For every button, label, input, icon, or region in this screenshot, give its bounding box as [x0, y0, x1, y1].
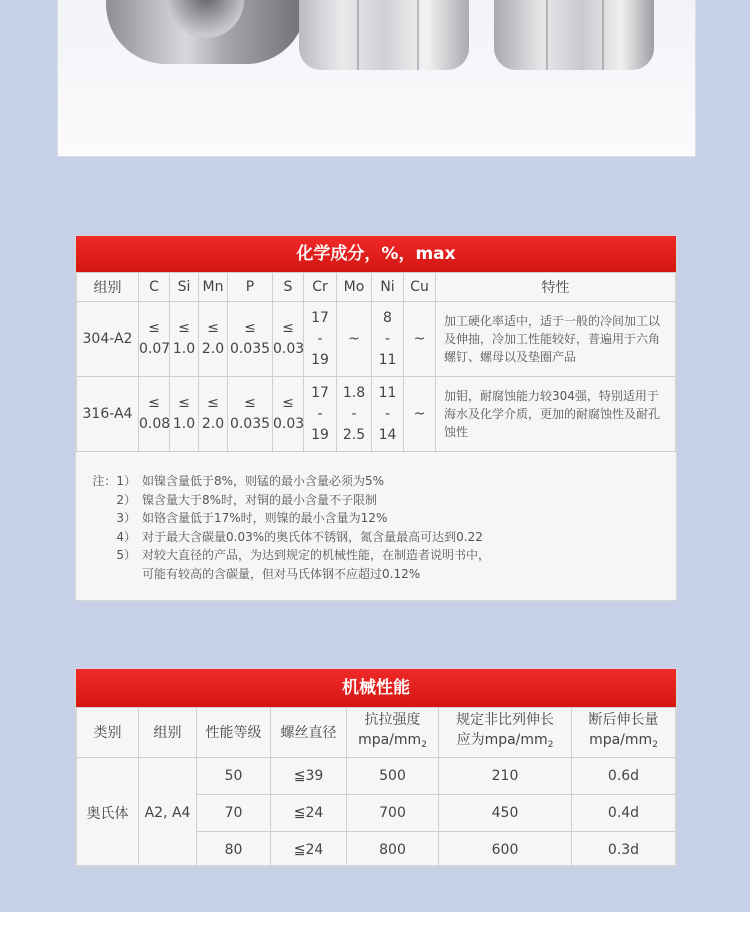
yield-cell: 600	[439, 832, 572, 869]
mechanical-properties-panel	[75, 668, 677, 866]
chemical-composition-panel	[75, 235, 677, 601]
col-header: 螺丝直径	[271, 708, 347, 758]
col-header: 抗拉强度 mpa/$mm_2$	[347, 708, 439, 758]
mn-cell: ≤ 2.0	[199, 377, 228, 452]
tensile-cell: 700	[347, 795, 439, 832]
tensile-cell: 500	[347, 758, 439, 795]
elong-cell: 0.3d	[572, 832, 676, 869]
grade-cell: 50	[197, 758, 271, 795]
si-cell: ≤ 1.0	[170, 377, 199, 452]
notes	[76, 452, 676, 583]
col-header: Mo	[337, 273, 372, 302]
thread-cell: ≦24	[271, 795, 347, 832]
col-header: 特性	[436, 273, 676, 302]
col-header: C	[139, 273, 170, 302]
footer-band	[0, 912, 750, 926]
col-header: Cr	[304, 273, 337, 302]
tensile-cell: 800	[347, 832, 439, 869]
thread-cell: ≦24	[271, 832, 347, 869]
cu-cell: ~	[404, 302, 436, 377]
mech-table	[76, 707, 676, 869]
chem-header-row	[77, 273, 676, 302]
cu-cell: ~	[404, 377, 436, 452]
col-header: 断后伸长量 mpa/$mm_2$	[572, 708, 676, 758]
thread-cell: ≦39	[271, 758, 347, 795]
mech-title: 机械性能	[76, 669, 676, 707]
col-header: Cu	[404, 273, 436, 302]
ni-cell: 11 - 14	[372, 377, 404, 452]
grade-cell: 316-A4	[77, 377, 139, 452]
col-header: S	[273, 273, 304, 302]
hex-nut-image	[494, 0, 654, 70]
group-cell: A2, A4	[139, 758, 197, 869]
yield-cell: 210	[439, 758, 572, 795]
s-cell: ≤ 0.03	[273, 377, 304, 452]
col-header: Ni	[372, 273, 404, 302]
grade-cell: 80	[197, 832, 271, 869]
cr-cell: 17 - 19	[304, 302, 337, 377]
p-cell: ≤ 0.035	[228, 302, 273, 377]
note-line: 3） 如铬含量低于17%时，则镍的最小含量为12%	[116, 511, 388, 525]
grade-cell: 70	[197, 795, 271, 832]
col-header: P	[228, 273, 273, 302]
ni-cell: 8 - 11	[372, 302, 404, 377]
product-photo	[57, 0, 696, 157]
elong-cell: 0.4d	[572, 795, 676, 832]
table-row	[77, 758, 676, 795]
si-cell: ≤ 1.0	[170, 302, 199, 377]
col-header: Mn	[199, 273, 228, 302]
note-line: 注：1） 如镍含量低于8%，则锰的最小含量必须为5%	[92, 474, 385, 488]
p-cell: ≤ 0.035	[228, 377, 273, 452]
property-cell: 加钼，耐腐蚀能力较304强，特别适用于海水及化学介质，更加的耐腐蚀性及耐孔蚀性	[436, 377, 676, 452]
table-row	[77, 377, 676, 452]
note-line: 2） 镍含量大于8%时，对铜的最小含量不子限制	[116, 492, 378, 507]
col-header: 组别	[77, 273, 139, 302]
mo-cell: ~	[337, 302, 372, 377]
yield-cell: 450	[439, 795, 572, 832]
cr-cell: 17 - 19	[304, 377, 337, 452]
grade-cell: 304-A2	[77, 302, 139, 377]
c-cell: ≤ 0.08	[139, 377, 170, 452]
chem-title: 化学成分，%，max	[76, 236, 676, 272]
c-cell: ≤ 0.07	[139, 302, 170, 377]
note-line: 4） 对于最大含碳量0.03%的奥氏体不锈钢，氮含量最高可达到0.22	[116, 529, 483, 544]
col-header: Si	[170, 273, 199, 302]
col-header: 性能等级	[197, 708, 271, 758]
mech-header-row	[77, 708, 676, 758]
table-row	[77, 302, 676, 377]
category-cell: 奥氏体	[77, 758, 139, 869]
col-header: 组别	[139, 708, 197, 758]
chem-table	[76, 272, 676, 452]
property-cell: 加工硬化率适中，适于一般的冷间加工以及伸抽，冷加工性能较好，普遍用于六角螺钉、螺母以及垫圈产品	[436, 302, 676, 377]
hex-nut-image	[299, 0, 469, 70]
s-cell: ≤ 0.03	[273, 302, 304, 377]
col-header: 规定非比列伸长 应为mpa/$mm_2$	[439, 708, 572, 758]
col-header: 类别	[77, 708, 139, 758]
elong-cell: 0.6d	[572, 758, 676, 795]
mn-cell: ≤ 2.0	[199, 302, 228, 377]
hex-nut-image	[106, 0, 306, 64]
note-line: 5） 对较大直径的产品，为达到规定的机械性能，在制造者说明书中，	[116, 548, 491, 562]
mo-cell: 1.8 - 2.5	[337, 377, 372, 452]
note-line: 可能有较高的含碳量，但对马氏体钢不应超过0.12%	[142, 566, 421, 581]
